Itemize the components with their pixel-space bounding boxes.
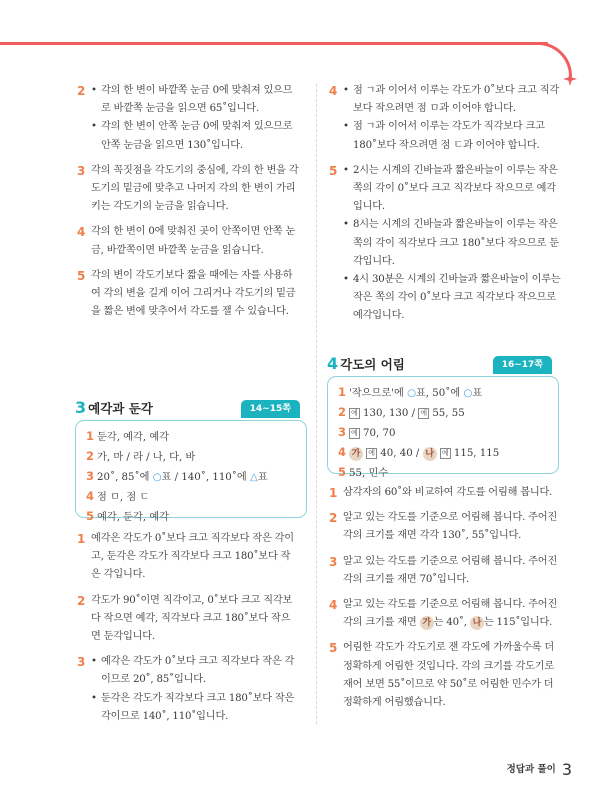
section-title-text: 예각과 둔각 [88,401,153,416]
answer-text: 130, 130 / [363,408,419,419]
answer-number: 5 [86,509,95,523]
explanation-item [329,484,561,502]
answer-text: 표 [472,388,483,399]
label-chip-na: 나 [470,616,484,630]
item-text: 삼각자의 60˚와 비교하여 각도를 어림해 봅니다. [343,487,553,498]
bullet-text: • 둔각은 각도가 직각보다 크고 180˚보다 작은 각이므로 140˚, 110˚입니다. [91,690,299,726]
circle-mark-icon: ○ [463,388,473,399]
text-part: 는 115˚입니다. [483,617,553,629]
answer-text: 115, 115 [453,448,500,459]
item-number: 2 [329,511,338,526]
answer-text: 20˚, 85˚에 [97,472,153,483]
column-divider [316,84,317,724]
sparkle-star-icon [563,72,577,86]
item-text: 각의 꼭짓점을 각도기의 중심에, 각의 한 변을 각도기의 밑금에 맞추고 나머지 각의 한 변이 가리키는 각도기의 눈금을 읽습니다. [91,164,299,213]
answer-text: 예각, 둔각, 예각 [97,512,170,523]
left-top-explanations [77,82,299,328]
item-number: 1 [329,486,338,500]
bullet-text: • 2시는 시계의 긴바늘과 짧은바늘이 이루는 작은 쪽의 각이 0˚보다 크고 직각보다 작으므로 예각입니다. [343,162,561,217]
label-chip-ga: 가 [420,616,434,630]
answer-text: 70, 70 [363,428,396,439]
item-number: 3 [77,655,86,670]
page-footer [507,760,572,779]
bullet-text: • 예각은 각도가 0˚보다 크고 직각보다 작은 각이므로 20˚, 85˚입니다. [91,653,299,689]
item-number: 1 [77,532,86,546]
answer-number: 1 [338,385,347,399]
explanation-item [77,267,299,322]
circle-mark-icon: ○ [407,388,416,399]
item-number: 4 [329,598,338,613]
item-text: 어림한 각도가 각도기로 잰 각도에 가까울수록 더 정확하게 어림한 것입니다. 각의 크기를 각도기로 재어 보면 55˚이므로 약 50˚로 어림한 민수가 더 정확하게 어림했습니다. [343,642,555,709]
explanation-item [77,82,299,155]
item-number: 3 [77,163,86,178]
answer-line [338,423,548,443]
example-mark-icon: 예 [441,449,449,457]
right-top-explanations [329,82,561,333]
bullet-text: • 8시는 시계의 긴바늘과 짧은바늘이 이루는 작은 쪽의 각이 직각보다 크고 180˚보다 작으므로 둔각입니다. [343,216,561,271]
header-decoration-line [0,42,548,45]
answer-text: 표, 50˚에 [415,388,464,399]
item-number: 4 [77,225,86,240]
answer-line [86,467,296,487]
answer-text: 점 ㅁ, 점 ㄷ [97,492,150,503]
answer-text: 표 [257,472,268,483]
section-4-header [327,354,552,378]
item-text: 알고 있는 각도를 기준으로 어림해 봅니다. 주어진 각의 크기를 재면 70˚입니다. [343,555,558,585]
section-title [75,398,153,417]
bullet-text: • 점 ㄱ과 이어서 이루는 각도가 직각보다 크고 180˚보다 작으려면 점 ㄷ과 이어야 합니다. [343,118,561,154]
explanation-item [329,596,561,632]
section-3-answer-box [75,420,307,523]
example-mark-icon: 예 [351,429,358,437]
item-number: 5 [329,641,338,656]
explanation-item [329,162,561,326]
answer-number: 4 [86,489,95,503]
answer-line [338,383,548,403]
triangle-mark-icon: △ [249,472,258,483]
page-range-tab: 16~17쪽 [493,356,552,374]
explanation-item [77,530,299,585]
explanation-item [329,509,561,545]
answer-text: 가, 마 / 라 / 나, 다, 바 [97,452,196,463]
answer-text: 둔각, 예각, 예각 [97,432,170,443]
item-text: 각도가 90˚이면 직각이고, 0˚보다 크고 직각보다 작으면 예각, 직각보다 크고 180˚보다 작으면 둔각입니다. [91,594,293,643]
answer-line [86,507,296,527]
answer-line [338,463,548,483]
item-text: 예각은 각도가 0˚보다 크고 직각보다 작은 각이고, 둔각은 각도가 직각보다 크고 180˚보다 작은 각입니다. [91,533,294,581]
item-text: 각의 한 변이 0에 맞춰진 곳이 안쪽이면 안쪽 눈금, 바깥쪽이면 바깥쪽 눈금을 읽습니다. [91,226,296,256]
answer-number: 3 [338,425,347,439]
item-text: 알고 있는 각도를 기준으로 어림해 봅니다. 주어진 각의 크기를 재면 각각 130˚, 55˚입니다. [343,512,558,542]
answer-text: 55, 민수 [349,468,389,479]
answer-line [86,427,296,447]
circle-mark-icon: ○ [152,472,162,483]
item-number: 4 [329,84,338,98]
bullet-text: • 점 ㄱ과 이어서 이루는 각도가 0˚보다 크고 직각보다 작으려면 점 ㅁ과 이어야 합니다. [343,82,561,118]
example-mark-icon: 예 [351,409,358,417]
section-number: 4 [327,354,339,373]
answer-line [338,443,548,463]
section-number: 3 [75,398,87,417]
example-mark-icon: 예 [420,409,428,417]
item-number: 5 [77,268,86,283]
section-title [327,354,405,373]
bullet-text: • 각의 한 변이 바깥쪽 눈금 0에 맞춰져 있으므로 바깥쪽 눈금을 읽으면 65˚입니다. [91,82,299,118]
answer-number: 3 [86,469,95,483]
text-part: 는 40˚, [433,617,470,629]
explanation-item [77,162,299,217]
bullet-text: • 4시 30분은 시계의 긴바늘과 짧은바늘이 이루는 작은 쪽의 각이 0˚보다 크고 직각보다 작으므로 예각입니다. [343,271,561,326]
answer-line [86,487,296,507]
item-text [343,596,561,632]
item-number: 3 [329,554,338,569]
answer-number: 1 [86,429,95,443]
answer-text: 40, 40 / [380,448,423,459]
explanation-item [329,553,561,589]
answer-number: 5 [338,465,347,479]
explanation-item [77,653,299,726]
answer-number: 4 [338,445,347,459]
example-mark-icon: 예 [368,449,376,457]
answer-line [86,447,296,467]
answer-text: '작으므로'에 [349,388,408,399]
page-range-tab: 14~15쪽 [241,400,300,418]
explanation-item [329,639,561,712]
section-3-explanations [77,530,299,733]
bullet-text: • 각의 한 변이 안쪽 눈금 0에 맞춰져 있으므로 안쪽 눈금을 읽으면 130˚입니다. [91,118,299,154]
section-title-text: 각도의 어림 [340,357,405,372]
item-number: 2 [77,593,86,608]
answer-line [338,403,548,423]
item-text: 각의 변이 각도기보다 짧을 때에는 자를 사용하여 각의 변을 길게 이어 그리거나 각도기의 밑금을 짧은 변에 맞추어서 각도를 잴 수 있습니다. [91,269,296,318]
section-4-explanations [329,484,561,719]
answer-text: 55, 55 [432,408,465,419]
page-number: 3 [561,760,572,779]
answer-text: 표 / 140˚, 110˚에 [161,472,250,483]
text-part: 알고 있는 각도를 기준으로 어림해 봅니다. 주어진 각의 크기를 재면 [343,599,558,629]
explanation-item [329,82,561,155]
answer-number: 2 [338,405,347,419]
section-4-answer-box [327,376,559,479]
item-number: 2 [77,84,86,98]
explanation-item [77,592,299,647]
answer-number: 2 [86,449,95,463]
section-3-header [75,398,300,422]
item-number: 5 [329,163,338,178]
footer-label: 정답과 풀이 [506,764,556,775]
explanation-item [77,223,299,259]
label-chip-ga: 가 [349,447,363,461]
label-chip-na: 나 [423,447,437,461]
